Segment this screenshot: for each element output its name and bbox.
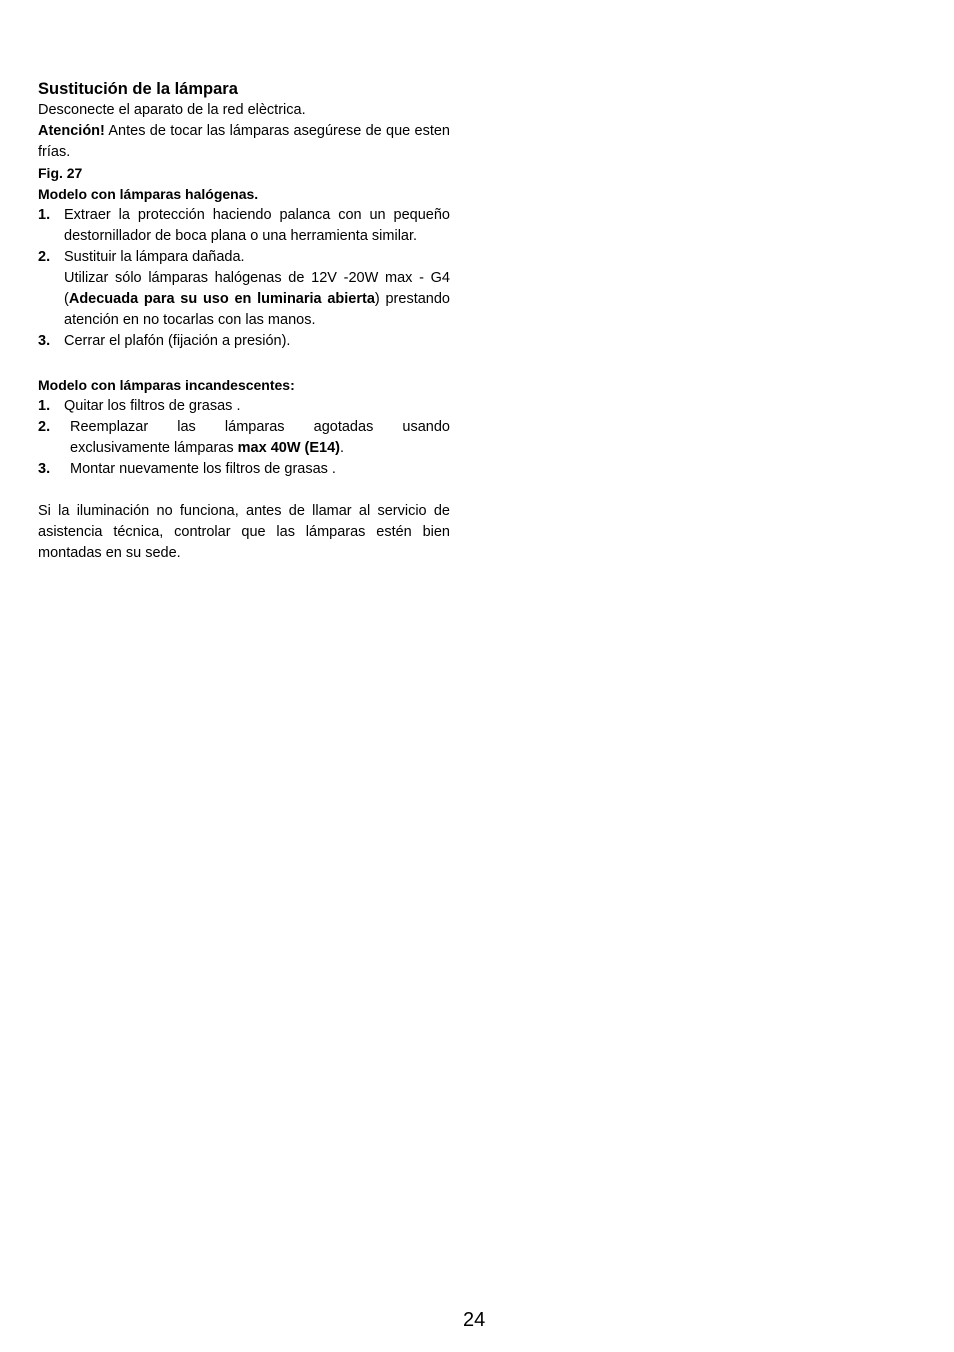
item-text: [64, 247, 450, 331]
item-bold: Adecuada para su uso en luminaria abierta: [68, 291, 375, 307]
item-number: 2.: [38, 419, 51, 435]
item-text: Montar nuevamente los filtros de grasas .: [70, 461, 336, 477]
incandescent-heading: Modelo con lámparas incandescentes:: [38, 377, 295, 393]
list-item: [38, 459, 450, 480]
instructions-column: [38, 78, 450, 564]
warning-paragraph: [38, 121, 450, 163]
item-number: 1.: [38, 207, 51, 223]
spacer: [38, 352, 450, 375]
halogen-heading: Modelo con lámparas halógenas.: [38, 186, 259, 202]
warning-label: Atención!: [38, 123, 105, 139]
item-line: Sustituir la lámpara dañada.: [64, 249, 245, 265]
item-text: Quitar los filtros de grasas .: [64, 398, 241, 414]
warning-text: Antes de tocar las lámparas asegúrese de que esten frías.: [38, 123, 450, 160]
item-pre: Utilizar sólo lámparas halógenas de 12V -20W max - G4 (: [64, 270, 450, 307]
item-number: 1.: [38, 398, 51, 414]
item-bold: max 40W (E14): [237, 440, 340, 456]
item-post: ) prestando atención en no tocarlas con las manos.: [64, 291, 450, 328]
item-number: 3.: [38, 461, 51, 477]
list-item: [38, 331, 450, 352]
spacer: [38, 480, 450, 501]
note-paragraph: Si la iluminación no funciona, antes de llamar al servicio de asistencia técnica, controlar que las lámparas estén bien montadas en su sede.: [38, 503, 450, 561]
list-item: [38, 396, 450, 417]
item-text: [70, 417, 450, 459]
item-number: 2.: [38, 249, 51, 265]
list-item: [38, 417, 450, 459]
item-number: 3.: [38, 333, 51, 349]
item-text: Extraer la protección haciendo palanca con un pequeño destornillador de boca plana o una herramienta similar.: [64, 207, 450, 244]
intro-text: Desconecte el aparato de la red elèctrica.: [38, 102, 306, 118]
list-item: [38, 205, 450, 247]
list-item: [38, 247, 450, 331]
item-text: Cerrar el plafón (fijación a presión).: [64, 333, 291, 349]
figure-reference: Fig. 27: [38, 165, 83, 181]
section-title: Sustitución de la lámpara: [38, 80, 238, 98]
item-pre: Reemplazar las lámparas agotadas usando exclusivamente lámparas: [70, 419, 450, 456]
item-post: .: [340, 440, 345, 456]
page-number: 24: [463, 1309, 486, 1331]
